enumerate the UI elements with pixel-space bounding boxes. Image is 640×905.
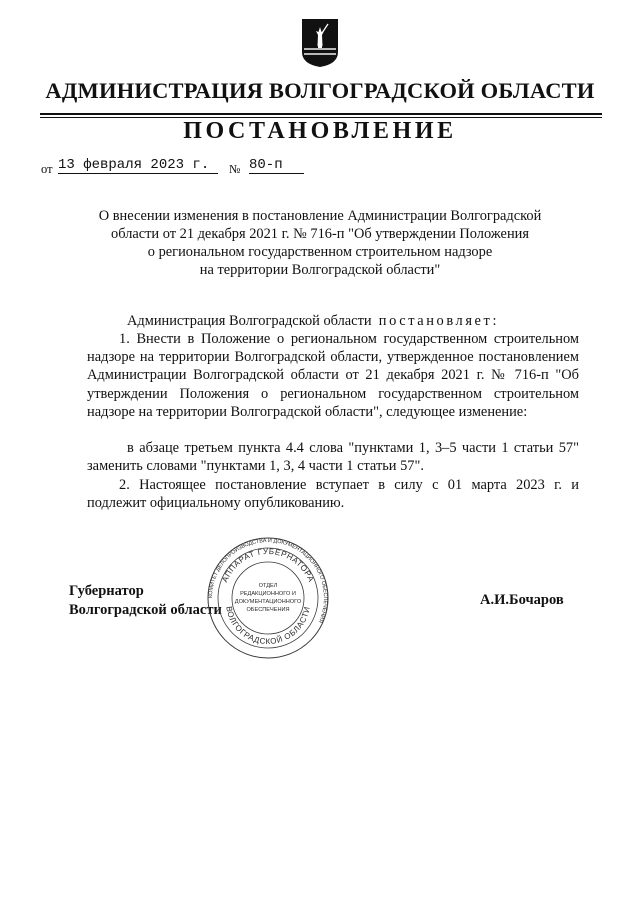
subject-line: о региональном государственном строительном надзоре bbox=[147, 244, 493, 260]
seal-center-line: ОТДЕЛ bbox=[258, 583, 278, 589]
intro-lead: Администрация Волгоградской области bbox=[127, 313, 372, 329]
signatory-title-line: Волгоградской области bbox=[69, 602, 222, 618]
seal-center-line: РЕДАКЦИОННОГО И bbox=[240, 591, 296, 597]
subject-line: О внесении изменения в постановление Администрации Волгоградской bbox=[98, 208, 542, 224]
coat-of-arms-emblem bbox=[301, 18, 339, 68]
number-sign: № bbox=[229, 162, 241, 176]
organization-title: АДМИНИСТРАЦИЯ ВОЛГОГРАДСКОЙ ОБЛАСТИ bbox=[45, 78, 595, 103]
seal-center-line: ДОКУМЕНТАЦИОННОГО bbox=[234, 599, 302, 605]
date-prefix: от bbox=[41, 162, 53, 176]
document-date: 13 февраля 2023 г. bbox=[58, 157, 218, 174]
document-subject bbox=[60, 207, 580, 279]
seal-inner-bottom-text: ВОЛГОГРАДСКОЙ ОБЛАСТИ bbox=[224, 605, 312, 647]
document-type-title: ПОСТАНОВЛЕНИЕ bbox=[183, 118, 457, 144]
subject-line: области от 21 декабря 2021 г. № 716-п "Об утверждении Положения bbox=[111, 226, 529, 242]
document-number: 80-п bbox=[249, 157, 304, 174]
signatory-title bbox=[69, 582, 222, 620]
seal-center-line: ОБЕСПЕЧЕНИЯ bbox=[246, 607, 290, 613]
item-1-change-paragraph: в абзаце третьем пункта 4.4 слова "пунктами 1, 3–5 части 1 статьи 57" заменить словами "пунктами 1, 3, 4 части 1 статьи 57". bbox=[87, 440, 579, 475]
intro-paragraph bbox=[87, 312, 579, 330]
item-1-paragraph: 1. Внести в Положение о региональном государственном строительном надзоре на территории Волгоградской области, утвержденное постановлением Администрации Волгоградской области от 21 декабря 2021 г. № 716-п "Об утверждении Положения о региональном государственном строительном надзоре на территории Волгоградской области", следующее изменение: bbox=[87, 331, 579, 420]
signatory-title-line: Губернатор bbox=[69, 583, 144, 599]
subject-line: на территории Волгоградской области" bbox=[199, 262, 441, 278]
official-seal-stamp bbox=[206, 536, 330, 660]
header-rule-thick bbox=[40, 113, 602, 115]
seal-outer-text: КОМИТЕТ ДЕЛОПРОИЗВОДСТВА И ДОКУМЕНТАЦИОННОГО ОБЕСПЕЧЕНИЯ bbox=[207, 537, 329, 624]
seal-inner-top-text: АППАРАТ ГУБЕРНАТОРА bbox=[220, 546, 316, 584]
signatory-name: А.И.Бочаров bbox=[480, 592, 564, 608]
item-2-paragraph: 2. Настоящее постановление вступает в силу с 01 марта 2023 г. и подлежит официальному опубликованию. bbox=[87, 477, 579, 512]
intro-verb: постановляет: bbox=[378, 313, 500, 329]
